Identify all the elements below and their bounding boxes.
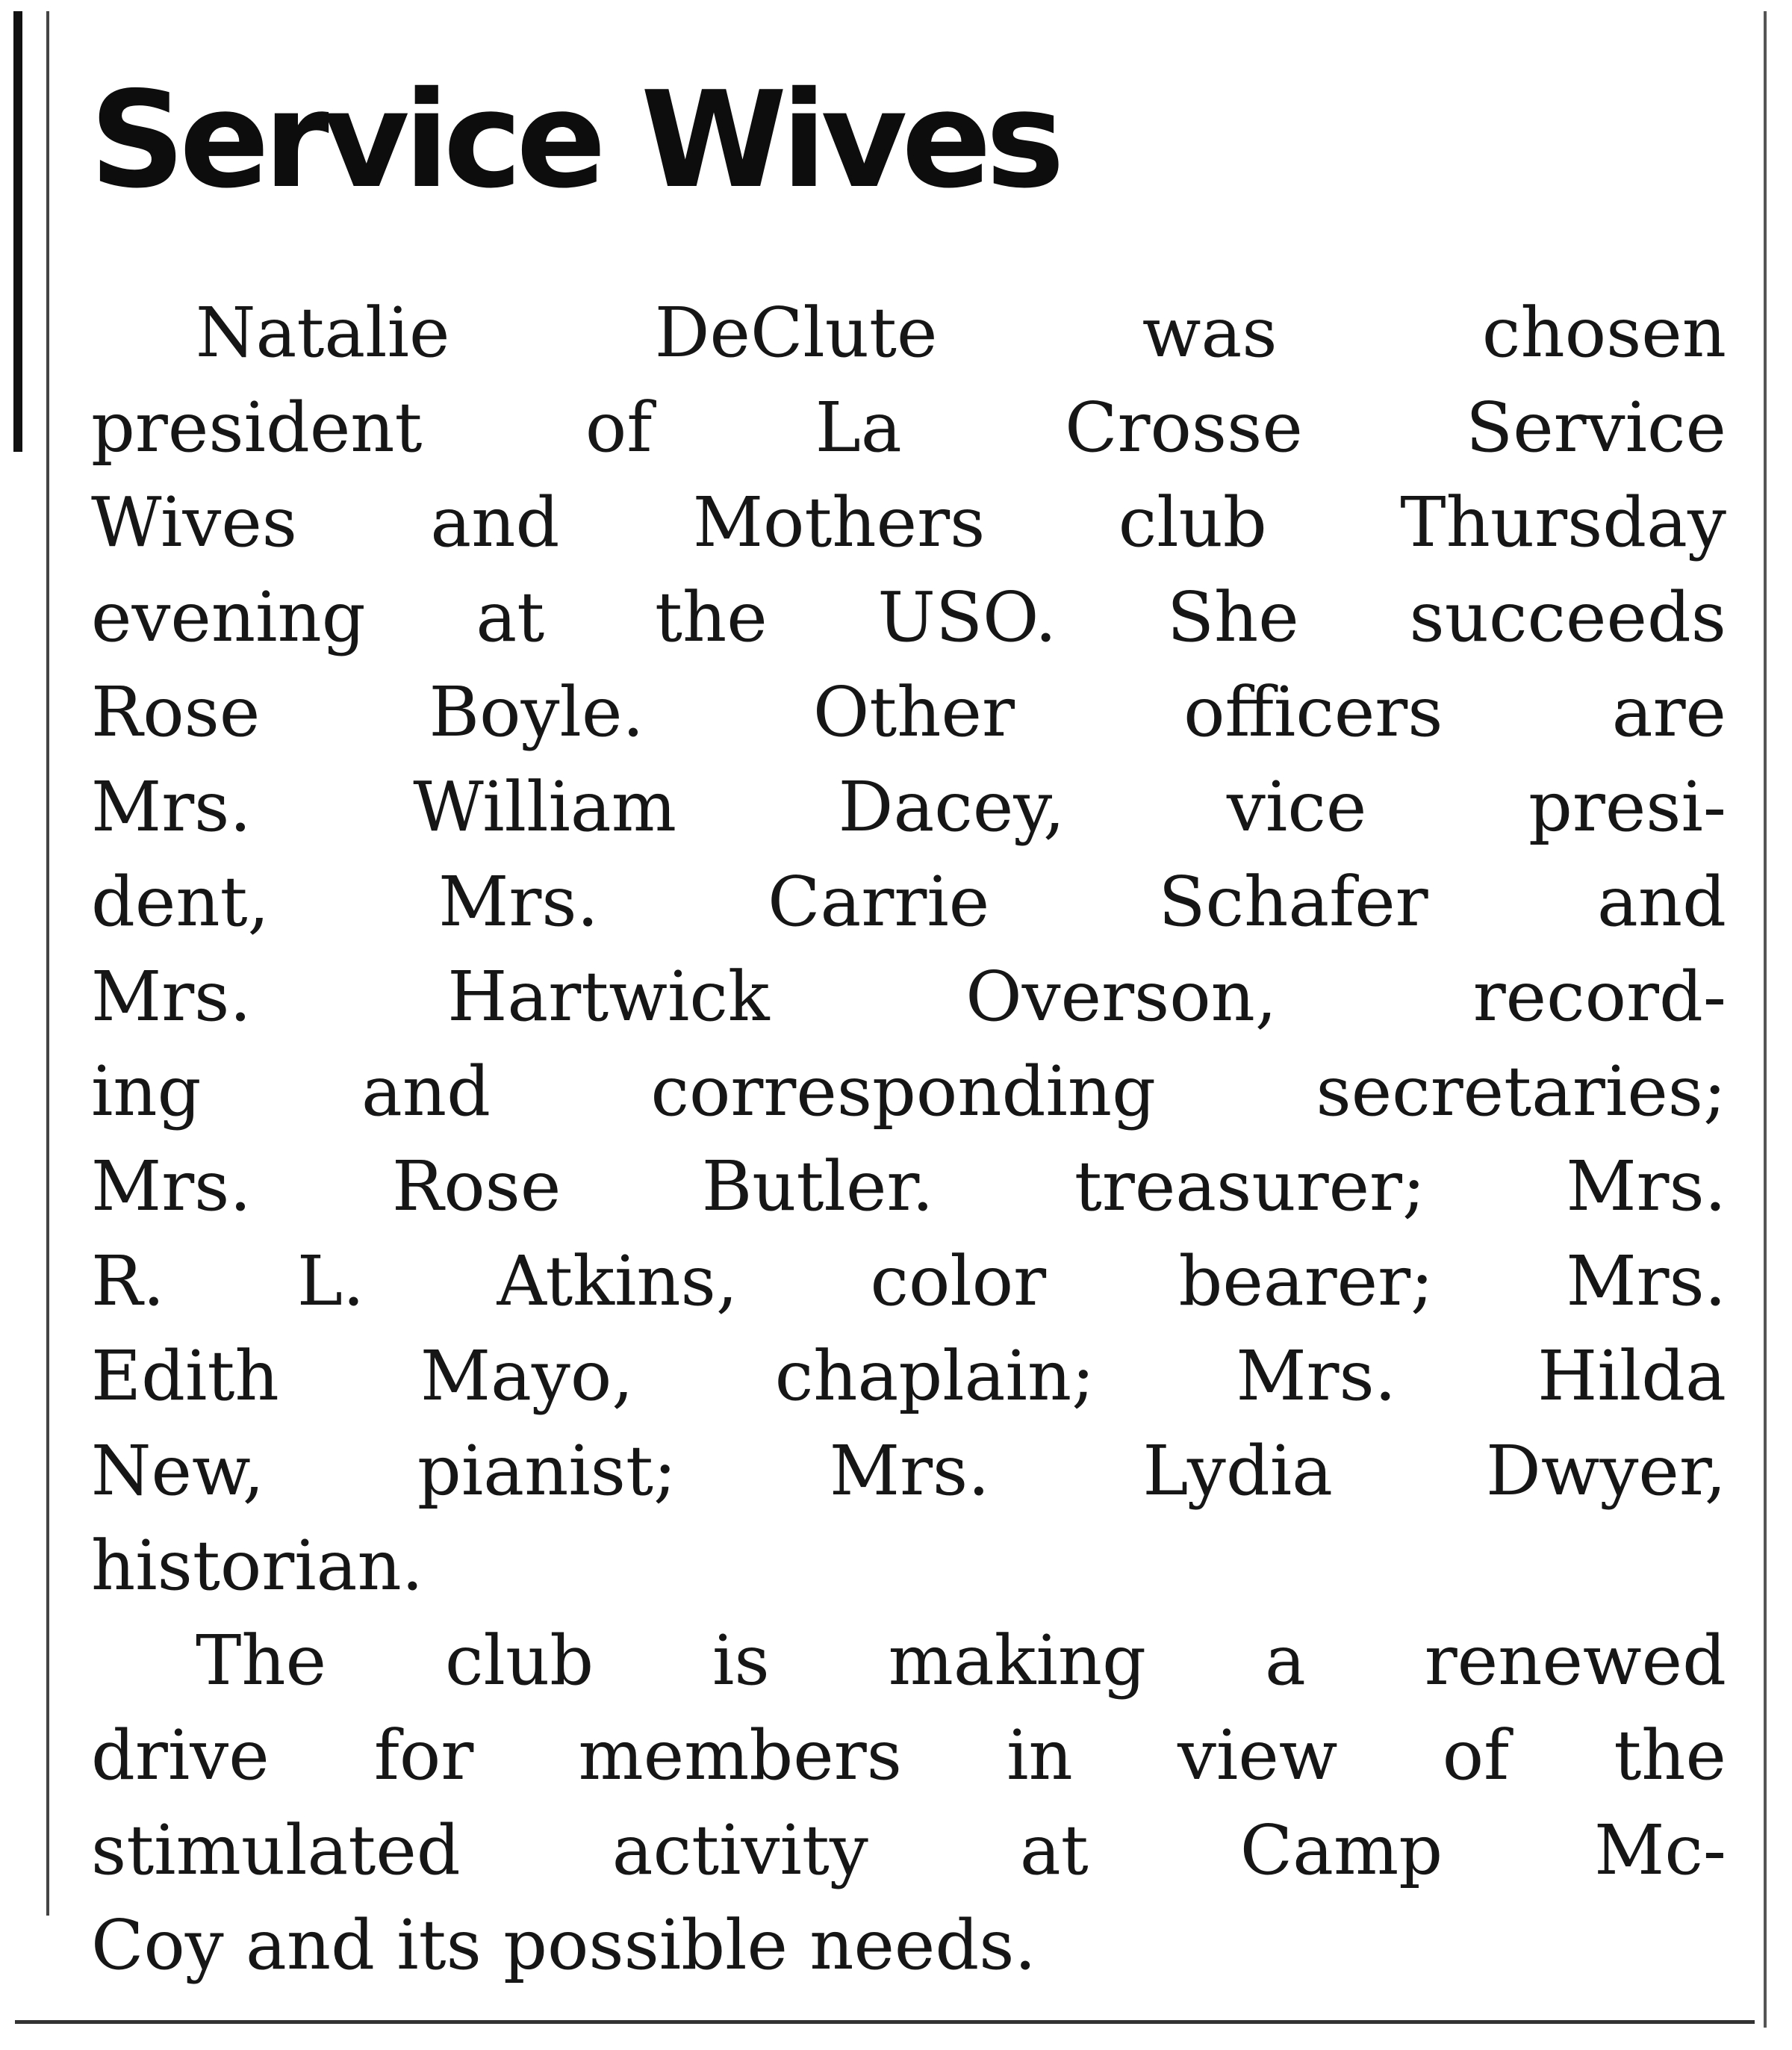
body-line: R. L. Atkins, color bearer; Mrs.	[91, 1241, 1726, 1321]
bottom-rule	[15, 2020, 1755, 2024]
body-line: Edith Mayo, chaplain; Mrs. Hilda	[91, 1336, 1726, 1416]
body-line: president of La Crosse Service	[91, 388, 1726, 468]
body-line: ing and corresponding secretaries;	[91, 1052, 1726, 1131]
left-heavy-column-rule	[13, 11, 22, 452]
body-line: Natalie DeClute was chosen	[196, 293, 1726, 373]
body-line: dent, Mrs. Carrie Schafer and	[91, 862, 1726, 942]
body-line: Wives and Mothers club Thursday	[91, 482, 1726, 562]
right-column-rule	[1764, 11, 1767, 2028]
body-line: Mrs. William Dacey, vice presi-	[91, 767, 1726, 847]
body-line: The club is making a renewed	[196, 1621, 1726, 1700]
body-line: stimulated activity at Camp Mc-	[91, 1810, 1726, 1890]
paragraph-1	[91, 285, 1726, 1613]
body-line: historian.	[91, 1526, 423, 1606]
headline: Service Wives	[90, 63, 1060, 217]
article-body	[91, 285, 1726, 1992]
body-line: Coy and its possible needs.	[91, 1905, 1036, 1985]
body-line: evening at the USO. She succeeds	[91, 577, 1726, 657]
body-line: Mrs. Hartwick Overson, record-	[91, 957, 1726, 1037]
body-line: Rose Boyle. Other officers are	[91, 672, 1726, 752]
body-line: Mrs. Rose Butler. treasurer; Mrs.	[91, 1146, 1726, 1226]
body-line: drive for members in view of the	[91, 1715, 1726, 1795]
paragraph-2	[91, 1613, 1726, 1992]
left-thin-column-rule	[46, 11, 49, 1916]
body-line: New, pianist; Mrs. Lydia Dwyer,	[91, 1431, 1726, 1511]
